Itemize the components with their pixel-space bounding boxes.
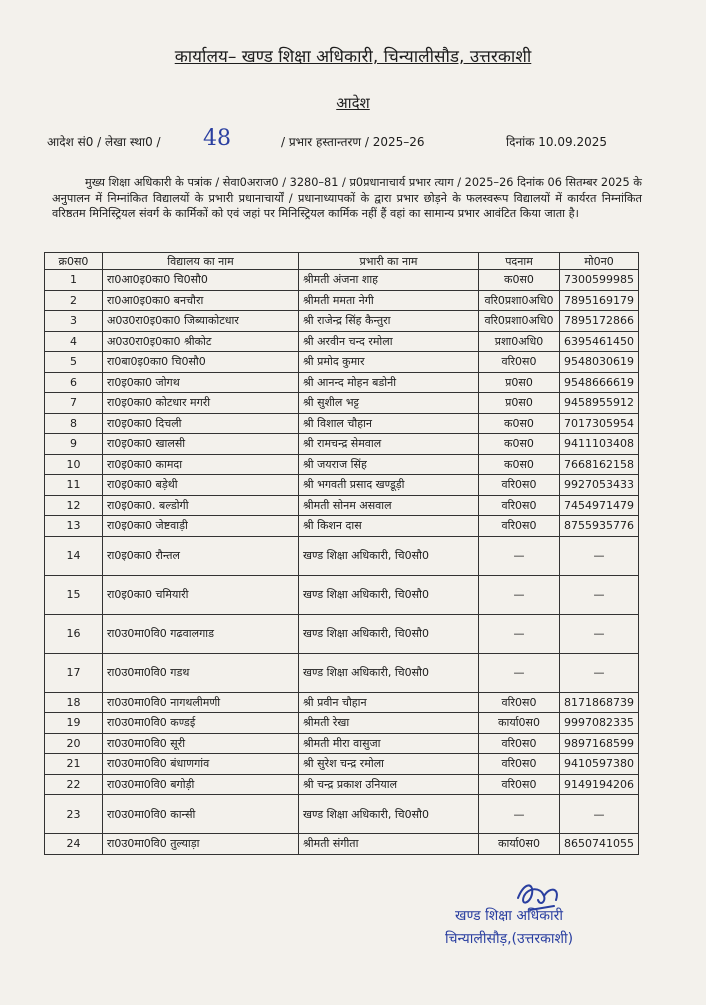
incharge-cell: श्री अरवीन चन्द रमोला [299, 331, 479, 352]
school-cell: रा0बा0इ0का0 चि0सौ0 [103, 352, 299, 373]
reference-prefix: आदेश सं0 / लेखा स्था0 / [47, 135, 161, 149]
post-cell: क0स0 [479, 270, 560, 291]
serial-cell: 24 [45, 834, 103, 855]
mobile-cell: 7017305954 [560, 413, 639, 434]
header-post: पदनाम [479, 253, 560, 270]
post-cell: प्र0स0 [479, 372, 560, 393]
incharge-cell: श्री विशाल चौहान [299, 413, 479, 434]
incharge-cell: श्रीमती संगीता [299, 834, 479, 855]
incharge-cell: श्री आनन्द मोहन बडोनी [299, 372, 479, 393]
table-row [45, 434, 639, 455]
school-cell: अ0उ0रा0इ0का0 जिब्याकोटधार [103, 311, 299, 332]
mobile-cell: — [560, 614, 639, 653]
table-row [45, 331, 639, 352]
post-cell: कार्या0स0 [479, 834, 560, 855]
school-cell: रा0उ0मा0वि0 सूरी [103, 733, 299, 754]
header-incharge: प्रभारी का नाम [299, 253, 479, 270]
order-title: आदेश [336, 94, 370, 112]
serial-cell: 21 [45, 754, 103, 775]
signature-block [445, 905, 573, 951]
school-cell: रा0इ0का0 जेष्टवाड़ी [103, 516, 299, 537]
mobile-cell: 8650741055 [560, 834, 639, 855]
table-row [45, 454, 639, 475]
table-row [45, 774, 639, 795]
school-cell: रा0उ0मा0वि0 बंधाणगांव [103, 754, 299, 775]
table-row [45, 475, 639, 496]
mobile-cell: 9458955912 [560, 393, 639, 414]
serial-cell: 12 [45, 495, 103, 516]
incharge-cell: खण्ड शिक्षा अधिकारी, चि0सौ0 [299, 614, 479, 653]
incharge-cell: श्री किशन दास [299, 516, 479, 537]
school-cell: रा0इ0का0 चमियारी [103, 575, 299, 614]
school-cell: रा0इ0का0 कोटधार मगरी [103, 393, 299, 414]
serial-cell: 17 [45, 653, 103, 692]
serial-cell: 1 [45, 270, 103, 291]
incharge-cell: श्री भगवती प्रसाद खण्डूड़ी [299, 475, 479, 496]
post-cell: प्रशा0अधि0 [479, 331, 560, 352]
serial-cell: 13 [45, 516, 103, 537]
mobile-cell: — [560, 575, 639, 614]
table-row [45, 290, 639, 311]
post-cell: वरि0स0 [479, 495, 560, 516]
mobile-cell: 9411103408 [560, 434, 639, 455]
signature-location: चिन्यालीसौड़,(उत्तरकाशी) [445, 931, 574, 947]
school-cell: रा0उ0मा0वि0 तुल्याड़ा [103, 834, 299, 855]
mobile-cell: 7895172866 [560, 311, 639, 332]
serial-cell: 3 [45, 311, 103, 332]
incharge-cell: खण्ड शिक्षा अधिकारी, चि0सौ0 [299, 575, 479, 614]
serial-cell: 7 [45, 393, 103, 414]
post-cell: वरि0स0 [479, 352, 560, 373]
table-row [45, 713, 639, 734]
order-date: दिनांक 10.09.2025 [506, 135, 607, 149]
table-row [45, 653, 639, 692]
serial-cell: 11 [45, 475, 103, 496]
table-row [45, 372, 639, 393]
school-cell: रा0उ0मा0वि0 बगोड़ी [103, 774, 299, 795]
incharge-cell: श्री चन्द्र प्रकाश उनियाल [299, 774, 479, 795]
table-row [45, 352, 639, 373]
serial-cell: 6 [45, 372, 103, 393]
school-cell: रा0उ0मा0वि0 नागथलीमणी [103, 692, 299, 713]
post-cell: — [479, 653, 560, 692]
school-cell: रा0आ0इ0का0 चि0सौ0 [103, 270, 299, 291]
post-cell: प्र0स0 [479, 393, 560, 414]
table-row [45, 733, 639, 754]
school-cell: रा0इ0का0 खालसी [103, 434, 299, 455]
mobile-cell: — [560, 795, 639, 834]
mobile-cell: 9149194206 [560, 774, 639, 795]
serial-cell: 20 [45, 733, 103, 754]
table-row [45, 516, 639, 537]
school-cell: रा0आ0इ0का0 बनचौरा [103, 290, 299, 311]
incharge-cell: श्रीमती रेखा [299, 713, 479, 734]
table-body [45, 270, 639, 855]
mobile-cell: 7895169179 [560, 290, 639, 311]
mobile-cell: 7300599985 [560, 270, 639, 291]
incharge-cell: श्री जयराज सिंह [299, 454, 479, 475]
table-row [45, 575, 639, 614]
table-row [45, 692, 639, 713]
incharge-cell: श्री प्रमोद कुमार [299, 352, 479, 373]
order-body-text: मुख्य शिक्षा अधिकारी के पत्रांक / सेवा0अराज0 / 3280–81 / प्र0प्रधानाचार्य प्रभार त्याग / 2025–26 दिनांक 06 सितम्बर 2025 के अनुपालन में निम्नांकित विद्यालयों के प्रभारी प्रधानाचार्यों / प्रधानाध्यापकों के द्वारा प्रभार छोड़ने के फलस्वरूप विद्यालयों में कार्यरत निम्नांकित वरिष्ठतम मिनिस्ट्रियल संवर्ग के कार्मिकों को एवं जहां पर मिनिस्ट्रियल कार्मिक नहीं हैं वहां का सामान्य प्रभार आवंटित किया जाता है। [52, 176, 642, 220]
mobile-cell: — [560, 536, 639, 575]
post-cell: वरि0प्रशा0अधि0 [479, 311, 560, 332]
header-serial: क्र0स0 [45, 253, 103, 270]
school-cell: रा0इ0का0 रौन्तल [103, 536, 299, 575]
post-cell: — [479, 795, 560, 834]
incharge-cell: श्री सुशील भट्ट [299, 393, 479, 414]
mobile-cell: 6395461450 [560, 331, 639, 352]
reference-number: 48 [203, 126, 231, 151]
mobile-cell: 8171868739 [560, 692, 639, 713]
incharge-cell: श्री राजेन्द्र सिंह कैन्तुरा [299, 311, 479, 332]
post-cell: वरि0स0 [479, 692, 560, 713]
mobile-cell: — [560, 653, 639, 692]
mobile-cell: 7454971479 [560, 495, 639, 516]
mobile-cell: 9548030619 [560, 352, 639, 373]
school-cell: अ0उ0रा0इ0का0 श्रीकोट [103, 331, 299, 352]
mobile-cell: 7668162158 [560, 454, 639, 475]
incharge-cell: खण्ड शिक्षा अधिकारी, चि0सौ0 [299, 653, 479, 692]
incharge-cell: श्रीमती अंजना शाह [299, 270, 479, 291]
school-cell: रा0उ0मा0वि0 गडथ [103, 653, 299, 692]
mobile-cell: 9410597380 [560, 754, 639, 775]
table-row [45, 754, 639, 775]
school-cell: रा0इ0का0 जोगथ [103, 372, 299, 393]
incharge-cell: श्रीमती ममता नेगी [299, 290, 479, 311]
incharge-cell: श्रीमती मीरा वासुजा [299, 733, 479, 754]
serial-cell: 14 [45, 536, 103, 575]
post-cell: क0स0 [479, 434, 560, 455]
serial-cell: 4 [45, 331, 103, 352]
post-cell: क0स0 [479, 454, 560, 475]
incharge-cell: श्री सुरेश चन्द्र रमोला [299, 754, 479, 775]
serial-cell: 5 [45, 352, 103, 373]
table-row [45, 795, 639, 834]
serial-cell: 23 [45, 795, 103, 834]
mobile-cell: 9927053433 [560, 475, 639, 496]
post-cell: वरि0स0 [479, 774, 560, 795]
school-cell: रा0उ0मा0वि0 कण्डई [103, 713, 299, 734]
serial-cell: 18 [45, 692, 103, 713]
serial-cell: 22 [45, 774, 103, 795]
school-cell: रा0इ0का0 बड़ेथी [103, 475, 299, 496]
post-cell: — [479, 614, 560, 653]
incharge-cell: श्री रामचन्द्र सेमवाल [299, 434, 479, 455]
signature-designation: खण्ड शिक्षा अधिकारी [455, 908, 564, 924]
post-cell: वरि0स0 [479, 754, 560, 775]
serial-cell: 9 [45, 434, 103, 455]
post-cell: वरि0स0 [479, 475, 560, 496]
serial-cell: 8 [45, 413, 103, 434]
serial-cell: 15 [45, 575, 103, 614]
incharge-cell: खण्ड शिक्षा अधिकारी, चि0सौ0 [299, 795, 479, 834]
mobile-cell: 9548666619 [560, 372, 639, 393]
post-cell: कार्या0स0 [479, 713, 560, 734]
serial-cell: 19 [45, 713, 103, 734]
table-header-row [45, 253, 639, 270]
mobile-cell: 9897168599 [560, 733, 639, 754]
office-heading: कार्यालय– खण्ड शिक्षा अधिकारी, चिन्यालीसौड, उत्तरकाशी [174, 47, 532, 67]
reference-suffix: / प्रभार हस्तान्तरण / 2025–26 [281, 135, 425, 149]
serial-cell: 16 [45, 614, 103, 653]
school-cell: रा0उ0मा0वि0 कान्सी [103, 795, 299, 834]
table-row [45, 393, 639, 414]
table-row [45, 413, 639, 434]
school-cell: रा0इ0का0. बल्डोगी [103, 495, 299, 516]
post-cell: क0स0 [479, 413, 560, 434]
mobile-cell: 8755935776 [560, 516, 639, 537]
table-row [45, 495, 639, 516]
post-cell: वरि0स0 [479, 733, 560, 754]
school-cell: रा0उ0मा0वि0 गढवालगाड [103, 614, 299, 653]
table-row [45, 311, 639, 332]
school-cell: रा0इ0का0 दिचली [103, 413, 299, 434]
header-school: विद्यालय का नाम [103, 253, 299, 270]
incharge-cell: श्री प्रवीन चौहान [299, 692, 479, 713]
table-row [45, 834, 639, 855]
mobile-cell: 9997082335 [560, 713, 639, 734]
table-row [45, 270, 639, 291]
incharge-cell: खण्ड शिक्षा अधिकारी, चि0सौ0 [299, 536, 479, 575]
table-row [45, 536, 639, 575]
post-cell: — [479, 575, 560, 614]
header-mobile: मो0न0 [560, 253, 639, 270]
incharge-table [44, 252, 639, 855]
serial-cell: 10 [45, 454, 103, 475]
post-cell: — [479, 536, 560, 575]
school-cell: रा0इ0का0 कामदा [103, 454, 299, 475]
post-cell: वरि0स0 [479, 516, 560, 537]
incharge-cell: श्रीमती सोनम असवाल [299, 495, 479, 516]
table-row [45, 614, 639, 653]
serial-cell: 2 [45, 290, 103, 311]
post-cell: वरि0प्रशा0अधि0 [479, 290, 560, 311]
